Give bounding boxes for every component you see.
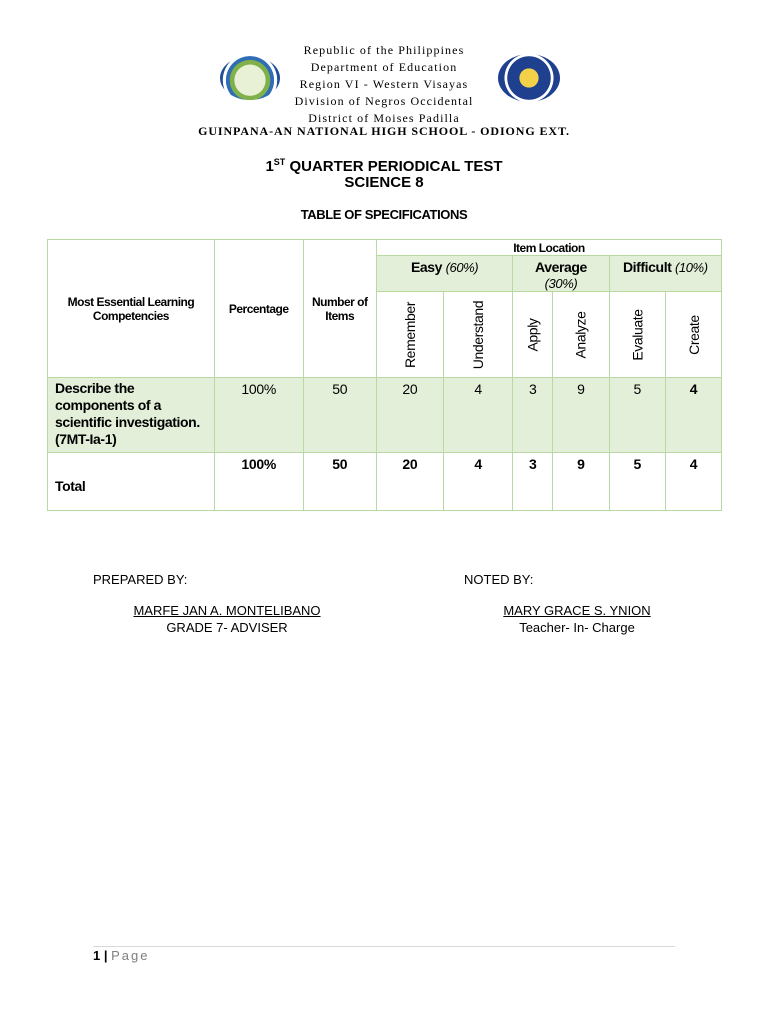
- competency-cell: Describe the components of a scientific investigation. (7MT-Ia-1): [48, 378, 215, 453]
- skill-apply: Apply: [513, 292, 553, 378]
- create-cell: 4: [665, 378, 721, 453]
- noted-by-label: NOTED BY:: [464, 572, 534, 587]
- understand-cell: 4: [443, 378, 512, 453]
- total-remember: 20: [376, 453, 443, 511]
- footer-divider: [93, 946, 675, 947]
- total-understand: 4: [443, 453, 512, 511]
- header-average: Average (30%): [513, 256, 609, 292]
- letterhead-line: District of Moises Padilla: [308, 111, 460, 125]
- letterhead-line: Republic of the Philippines: [303, 43, 465, 57]
- total-row: [48, 453, 722, 511]
- prepared-by-position: GRADE 7- ADVISER: [166, 620, 288, 635]
- skill-understand: Understand: [443, 292, 512, 378]
- skill-analyze: Analyze: [553, 292, 609, 378]
- total-apply: 3: [513, 453, 553, 511]
- table-title: TABLE OF SPECIFICATIONS: [300, 207, 468, 222]
- page-footer: [93, 948, 149, 963]
- header-item-location: Item Location: [376, 240, 721, 256]
- subject-title: SCIENCE 8: [344, 174, 424, 191]
- letterhead-line: Division of Negros Occidental: [294, 94, 474, 108]
- table-row: [48, 378, 722, 453]
- apply-cell: 3: [513, 378, 553, 453]
- header-number-of-items: Number of Items: [303, 240, 376, 378]
- percentage-cell: 100%: [214, 378, 303, 453]
- header-difficult: Difficult (10%): [609, 256, 721, 292]
- total-label: Total: [48, 453, 215, 511]
- noted-by-name: MARY GRACE S. YNION: [503, 603, 651, 618]
- letterhead-line: Region VI - Western Visayas: [299, 77, 469, 91]
- skill-remember: Remember: [376, 292, 443, 378]
- total-percentage: 100%: [214, 453, 303, 511]
- total-items: 50: [303, 453, 376, 511]
- skill-create: Create: [665, 292, 721, 378]
- header-competencies: Most Essential Learning Competencies: [48, 240, 215, 378]
- specification-table: [47, 239, 722, 511]
- remember-cell: 20: [376, 378, 443, 453]
- total-evaluate: 5: [609, 453, 665, 511]
- header-percentage: Percentage: [214, 240, 303, 378]
- letterhead-line: Department of Education: [310, 60, 458, 74]
- page-word: Page: [111, 948, 150, 963]
- prepared-by-name: MARFE JAN A. MONTELIBANO: [133, 603, 321, 618]
- items-cell: 50: [303, 378, 376, 453]
- header-easy: Easy (60%): [376, 256, 512, 292]
- total-analyze: 9: [553, 453, 609, 511]
- noted-by-position: Teacher- In- Charge: [519, 620, 635, 635]
- page-number: 1: [93, 948, 101, 963]
- evaluate-cell: 5: [609, 378, 665, 453]
- skill-evaluate: Evaluate: [609, 292, 665, 378]
- footer-separator: |: [100, 948, 112, 963]
- school-name: GUINPANA-AN NATIONAL HIGH SCHOOL - ODIONG EXT.: [198, 124, 570, 138]
- prepared-by-label: PREPARED BY:: [93, 572, 188, 587]
- letterhead: [0, 42, 768, 127]
- total-create: 4: [665, 453, 721, 511]
- test-title: 1ST QUARTER PERIODICAL TEST: [265, 157, 503, 175]
- analyze-cell: 9: [553, 378, 609, 453]
